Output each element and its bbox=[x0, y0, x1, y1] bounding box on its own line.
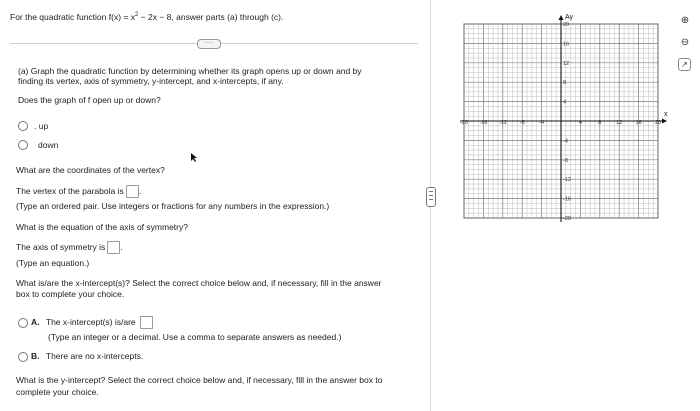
yint-question-line2: complete your choice. bbox=[16, 387, 99, 397]
xint-choice-a-radio[interactable] bbox=[18, 318, 28, 328]
mouse-cursor-icon bbox=[190, 152, 198, 162]
more-button[interactable]: ····· bbox=[197, 39, 221, 49]
y-tick-label: -4 bbox=[563, 138, 568, 145]
question-intro bbox=[10, 12, 283, 22]
pane-resize-handle[interactable] bbox=[426, 187, 436, 207]
x-axis-arrow bbox=[662, 119, 667, 124]
x-tick-label: -8 bbox=[519, 120, 525, 126]
zoom-in-icon[interactable]: ⊕ bbox=[680, 15, 690, 26]
option-down-label[interactable]: down bbox=[38, 140, 59, 150]
popout-icon[interactable]: ↗ bbox=[678, 58, 691, 71]
xint-choice-a-letter: A. bbox=[31, 316, 40, 327]
y-tick-label: -16 bbox=[563, 196, 571, 203]
axis-answer-box[interactable] bbox=[107, 241, 123, 254]
x-tick-label: 8 bbox=[598, 120, 602, 126]
x-tick-label: -20 bbox=[460, 120, 468, 126]
vertex-answer-box[interactable] bbox=[126, 185, 142, 198]
x-tick-label: -4 bbox=[539, 120, 545, 126]
xint-choice-a[interactable] bbox=[31, 316, 153, 329]
intro-suffix: − 2x − 8, answer parts (a) through (c). bbox=[138, 12, 284, 22]
xint-choice-b-letter: B. bbox=[31, 351, 40, 361]
open-direction-question: Does the graph of f open up or down? bbox=[18, 95, 161, 105]
x-axis-label: x bbox=[664, 111, 668, 118]
xint-choice-a-hint: (Type an integer or a decimal. Use a comma to separate answers as needed.) bbox=[48, 332, 342, 342]
option-up-label[interactable]: . up bbox=[34, 121, 49, 131]
part-a-instruction-line2: finding its vertex, axis of symmetry, y-intercept, and x-intercepts, if any. bbox=[18, 76, 284, 86]
vertex-period: . bbox=[138, 185, 142, 196]
intro-prefix: For the quadratic function f(x) = x bbox=[10, 12, 135, 22]
x-tick-label: -12 bbox=[498, 120, 507, 126]
xint-question-line2: box to complete your choice. bbox=[16, 289, 125, 299]
part-a-instruction-line1: (a) Graph the quadratic function by determining whether its graph opens up or down and by bbox=[18, 66, 362, 76]
zoom-out-icon[interactable]: ⊖ bbox=[680, 37, 690, 48]
y-tick-label: 16 bbox=[563, 41, 570, 48]
y-tick-label: -12 bbox=[563, 177, 571, 184]
axis-answer-row bbox=[16, 241, 123, 254]
y-tick-label: 8 bbox=[563, 80, 567, 87]
xint-choice-a-text: The x-intercept(s) is/are bbox=[45, 316, 136, 327]
intro-exponent: 2 bbox=[134, 12, 139, 19]
graph-grid[interactable] bbox=[456, 16, 680, 231]
vertex-question: What are the coordinates of the vertex? bbox=[16, 165, 165, 175]
option-down-radio[interactable] bbox=[18, 140, 28, 150]
xint-question-line1: What is/are the x-intercept(s)? Select the correct choice below and, if necessary, fill in the answer bbox=[16, 278, 382, 288]
x-tick-label: 20 bbox=[654, 120, 662, 126]
x-tick-label: 4 bbox=[578, 120, 582, 126]
xint-choice-b-radio[interactable] bbox=[18, 352, 28, 362]
x-tick-label: 16 bbox=[635, 120, 642, 126]
x-tick-label: -16 bbox=[479, 120, 488, 126]
y-axis-label: Ay bbox=[565, 14, 574, 21]
y-tick-label: 4 bbox=[563, 99, 567, 106]
axis-hint: (Type an equation.) bbox=[16, 258, 90, 268]
xint-answer-box[interactable] bbox=[140, 316, 153, 329]
axis-prompt: The axis of symmetry is bbox=[16, 241, 106, 252]
y-tick-label: 12 bbox=[563, 60, 570, 67]
vertex-prompt: The vertex of the parabola is bbox=[16, 185, 124, 196]
y-tick-label: -20 bbox=[563, 216, 571, 222]
vertex-hint: (Type an ordered pair. Use integers or fractions for any numbers in the expression.) bbox=[16, 201, 330, 211]
yint-question-line1: What is the y-intercept? Select the correct choice below and, if necessary, fill in the answer box to bbox=[16, 375, 383, 385]
vertex-answer-row bbox=[16, 185, 141, 198]
xint-choice-b[interactable] bbox=[31, 351, 143, 361]
y-axis-arrow bbox=[559, 15, 564, 20]
xint-choice-b-text: There are no x-intercepts. bbox=[45, 351, 144, 361]
x-tick-label: 12 bbox=[616, 120, 623, 126]
y-tick-label: -8 bbox=[563, 157, 568, 164]
axis-question: What is the equation of the axis of symmetry? bbox=[16, 222, 188, 232]
option-up-radio[interactable] bbox=[18, 121, 28, 131]
y-tick-label: 20 bbox=[563, 22, 570, 28]
axis-period: . bbox=[120, 241, 123, 252]
